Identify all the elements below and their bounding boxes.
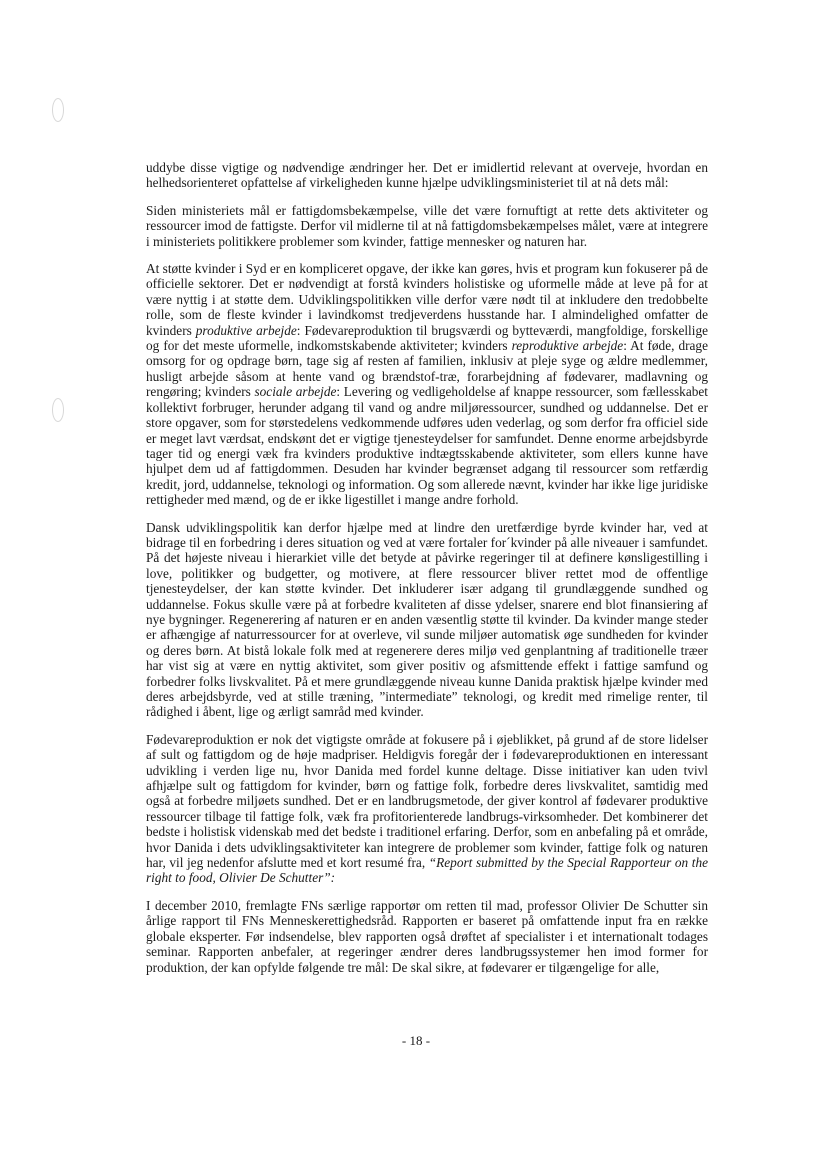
paragraph — [146, 732, 708, 886]
paragraph-text: Fødevareproduktion er nok det vigtigste område at fokusere på i øjeblikket, på grund af de store lidelser af sult og fattigdom og de høje madpriser. Heldigvis foregår der i fødevareproduktionen en interessant udvikling i verden lige nu, hvor Danida med fordel kunne deltage. Disse initiativer kan uden tvivl afhjælpe sult og fattigdom for kvinder, børn og fattige folk, forbedre deres livskvalitet, samtidig med også at forbedre miljøets sundhed. Det er en landbrugsmetode, der giver kontrol af fødevarer produktive ressourcer tilbage til fattige folk, væk fra profitorienterede landbrugs-virksomheder. Det kombinerer det bedste i holistisk videnskab med det bedste i traditionel erfaring. Derfor, som en anbefaling på et område, hvor Danida i dets udviklingsaktiviteter kan integrere de problemer som kvinder, fattige folk og naturen har, vil jeg nedenfor afslutte med et kort resumé fra, — [146, 731, 708, 871]
emphasized-text: reproduktive arbejde — [511, 338, 624, 354]
scan-artifact — [52, 398, 64, 422]
paragraph-text: At støtte kvinder i Syd er en kompliceret opgave, der ikke kan gøres, hvis et program kun fokuserer på de officielle sektorer. Det er nødvendigt at forstå kvinders holistiske og uformelle måde at leve på for at være nyttig i at støtte dem. Udviklingspolitikken ville derfor være nødt til at inkludere den tredobbelte rolle, som de fleste kvinder i lavindkomst tredjeverdens husstande har. I almindelighed omfatter de kvinders — [146, 261, 708, 338]
paragraph — [146, 898, 708, 975]
emphasized-text: sociale arbejde — [254, 384, 337, 400]
paragraph — [146, 203, 708, 249]
paragraph — [146, 261, 708, 508]
page-number: - 18 - — [401, 1033, 431, 1048]
paragraph-text: Siden ministeriets mål er fattigdomsbekæmpelse, ville det være fornuftigt at rette dets aktiviteter og ressourcer imod de fattigste. Derfor vil midlerne til at nå fattigdomsbekæmpelses målet, være at integrere i ministeriets politikkere problemer som kvinder, fattige mennesker og naturen har. — [146, 202, 708, 249]
paragraph-text: uddybe disse vigtige og nødvendige ændringer her. Det er imidlertid relevant at overveje, hvordan en helhedsorienteret opfattelse af virkeligheden kunne hjælpe udviklingsministeriet til at nå dets mål: — [146, 160, 708, 191]
emphasized-text: produktive arbejde — [195, 322, 297, 338]
paragraph — [146, 160, 708, 191]
paragraph-text: I december 2010, fremlagte FNs særlige rapportør om retten til mad, professor Olivier De Schutter sin årlige rapport til FNs Menneskerettighedsråd. Rapporten er baseret på omfattende input fra en række globale eksperter. Før indsendelse, blev rapporten også drøftet af specialister i et internationalt todages seminar. Rapporten anbefaler, at regeringer ændrer deres landbrugssystemer hen imod former for produktion, der kan opfylde følgende tre mål: De skal sikre, at fødevarer er tilgængelige for alle, — [146, 897, 708, 975]
scan-artifact — [52, 98, 64, 122]
paragraph-text: : Fødevareproduktion til brugsværdi og bytteværdi, mangfoldige, forskellige og for det meste uformelle, indkomstskabende aktiviteter; kvinders — [146, 322, 708, 354]
paragraph-text: : At føde, drage omsorg for og opdrage børn, tage sig af resten af familien, inklusiv at pleje syge og ældre medlemmer, husligt arbejde såsom at hente vand og brændstof-træ, forarbejdning af fødevarer, madlavning og rengøring; kvinders — [146, 338, 708, 400]
paragraph-text: Dansk udviklingspolitik kan derfor hjælpe med at lindre den uretfærdige byrde kvinder har, ved at bidrage til en forbedring i deres situation og ved at være fortaler for´kvinder på alle niveauer i samfundet. På det højeste niveau i hierarkiet ville det betyde at påvirke regeringer til at definere kønsligestilling i love, politikker og budgetter, og motivere, at flere ressourcer bliver rettet mod de offentlige tjenesteydelser, der kan støtte kvinder. Det inkluderer især adgang til grundlæggende sundhed og uddannelse. Fokus skulle være på at forbedre kvaliteten af disse ydelser, snarere end blot finansiering af nye bygninger. Regenerering af naturen er en anden væsentlig støtte til kvinder. Da kvinder mange steder er afhængige af naturressourcer for at overleve, vil sunde miljøer automatisk øge sundheden for kvinder og deres børn. At bistå lokale folk med at regenerere deres miljø ved genplantning af traditionelle træer har vist sig at være en nyttig aktivitet, som giver positiv og afsmittende effekt i fattige samfund og forbedrer folks livskvalitet. På et mere grundlæggende niveau kunne Danida praktisk hjælpe kvinder med deres arbejdsbyrde, ved at stille træning, ”intermediate” teknologi, og kredit med rimelige renter, til rådighed i åbent, lige og ærligt samråd med kvinder. — [146, 519, 708, 720]
paragraph-text: : Levering og vedligeholdelse af knappe ressourcer, som fællesskabet kollektivt forbruger, herunder adgang til vand og andre miljøressourcer, sundhed og uddannelse. Det er store opgaver, som for størstedelens vedkommende udføres uden vederlag, og som derfor fra officiel side er meget lavt værdsat, endskønt det er vigtige tjenesteydelser for samfundet. Denne enorme arbejdsbyrde tager tid og energi væk fra kvinders produktive indtægtsskabende aktiviteter, som ellers kunne have hjulpet dem ud af fattigdommen. Desuden har kvinder begrænset adgang til ressourcer som retfærdig kredit, jord, uddannelse, teknologi og information. Og som allerede nævnt, kvinder har ikke lige juridiske rettigheder med mænd, og de er ikke ligestillet i mange andre forhold. — [146, 384, 708, 508]
paragraph — [146, 520, 708, 720]
emphasized-text: “Report submitted by the Special Rapporteur on the right to food, Olivier De Schutter”: — [146, 855, 708, 886]
document-page — [146, 160, 708, 987]
